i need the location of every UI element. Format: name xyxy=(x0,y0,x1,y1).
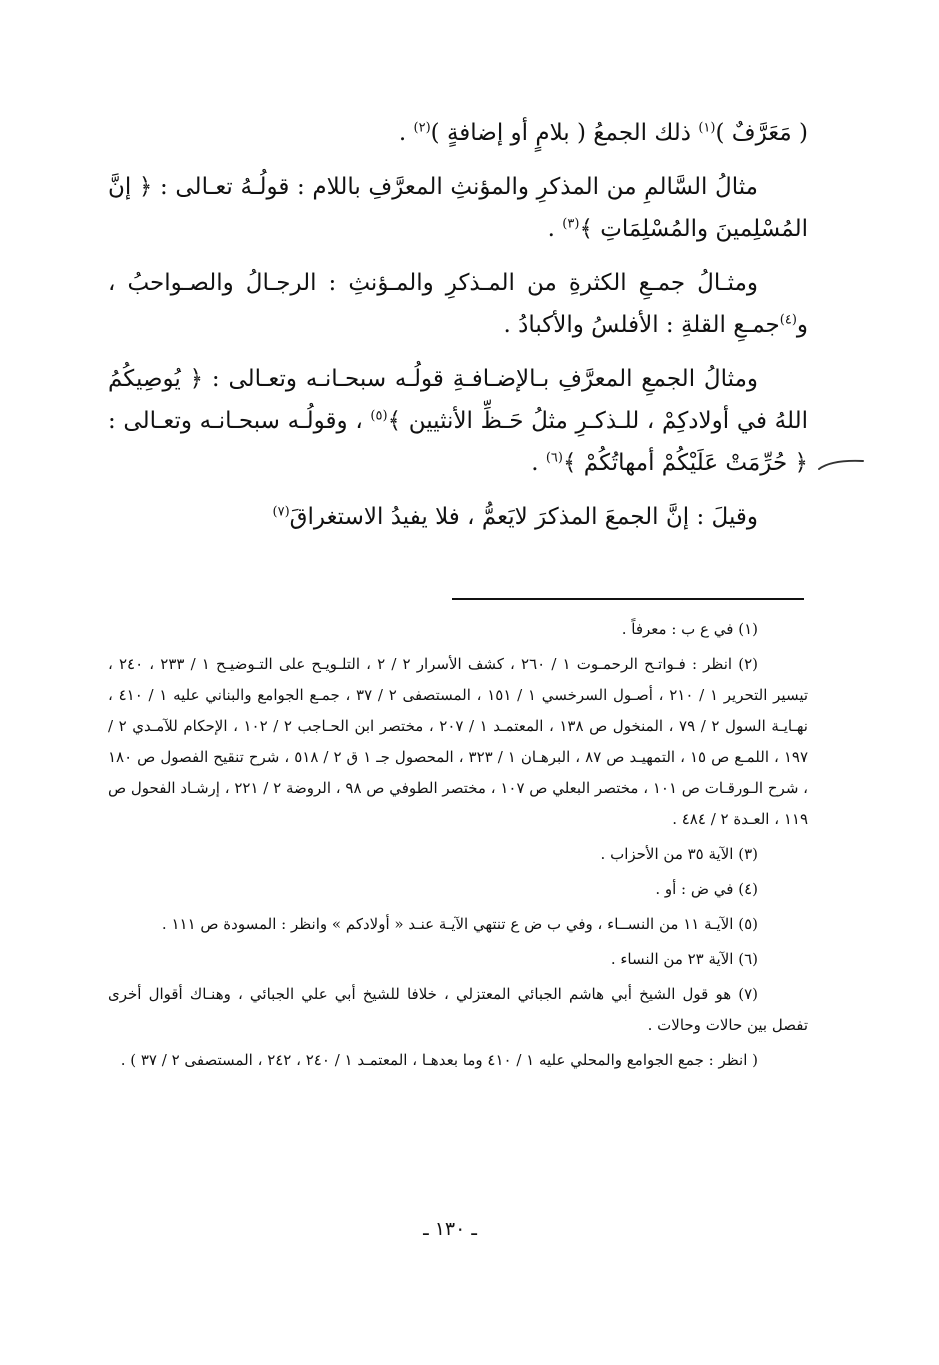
paragraph-2 xyxy=(108,166,808,250)
p1-text-a: ( مَعَرَّفٌ ) xyxy=(715,120,808,146)
p2-text-a: مثالُ السَّالمِ من المذكرِ والمؤنثِ المعرَّفِ باللام : قولُـهُ تعـالى : ﴿ إنَّ المُسْلِمينَ والمُسْلِمَاتِ ﴾ xyxy=(108,174,808,242)
footnote-7: (٧) هو قول الشيخ أبي هاشم الجبائي المعتزلي ، خلافا للشيخ أبي علي الجبائي ، وهنـاك أقوال أخرى تفصل بين حالات وحالات . xyxy=(108,985,808,1034)
margin-pen-mark xyxy=(817,458,865,472)
main-text xyxy=(108,112,808,550)
paragraph-4 xyxy=(108,358,808,484)
footnote-ref-4: (٤) xyxy=(779,312,797,328)
footnote-2: (٢) انظر : فـواتـح الرحمـوت ١ / ٢٦٠ ، كشف الأسرار ٢ / ٢ ، التلـويـح على التـوضيـح ١ / ٢٣٣ ، ٢٤٠ ، تيسير التحرير ١ / ٢١٠ ، أصـول السرخسي ١ / ١٥١ ، المستصفى ٢ / ٣٧ ، جمـع الجوامع والبناني عليه ١ / ٤١٠ ، نهـايـة السول ٢ / ٧٩ ، المنخول ص ١٣٨ ، المعتمـد ١ / ٢٠٧ ، مختصر ابن الحـاجب ٢ / ١٠٢ ، الإحكام للآمـدي ٢ / ١٩٧ ، اللمـع ص ١٥ ، التمهيـد ص ٨٧ ، البرهـان ١ / ٣٢٣ ، المحصول جـ ١ ق ٢ / ٥١٨ ، شرح تنقيح الفصول ص ١٨٠ ، شرح الـورقـات ص ١٠١ ، مختصر البعلي ص ١٠٧ ، مختصر الطوفي ص ٩٨ ، الروضة ٢ / ٢٢١ ، إرشـاد الفحول ص ١١٩ ، العـدة ٢ / ٤٨٤ . xyxy=(108,655,809,828)
footnote-6: (٦) الآية ٢٣ من النساء . xyxy=(610,950,758,968)
footnote-5: (٥) الآيـة ١١ من النســاء ، وفي ب ض ع تنتهي الآيـة عنـد « أولادكم » وانظر : المسودة ص ١١١ . xyxy=(161,915,758,933)
p4-text-c: . xyxy=(531,450,546,476)
paragraph-5 xyxy=(108,496,808,538)
p3-text-a: ومثـالُ جمـعِ الكثرةِ من المـذكرِ والمـؤنثِ : الرجـالُ والصـواحبُ ، و xyxy=(108,270,808,338)
p1-text-c: . xyxy=(398,120,414,146)
p5-text-a: وقيلَ : إنَّ الجمعَ المذكرَ لايَعمُّ ، فلا يفيدُ الاستغراقَ xyxy=(289,504,758,530)
footnotes xyxy=(108,614,808,1080)
footnote-ref-2: (٢) xyxy=(413,120,431,136)
p2-text-b: . xyxy=(547,216,563,242)
p3-text-b: جمـعِ القلةِ : الأفلسُ والأكبادُ . xyxy=(503,312,780,338)
footnote-7-continued: ( انظر : جمع الجوامع والمحلي عليه ١ / ٤١٠ وما بعدهـا ، المعتمـد ١ / ٢٤٠ ، ٢٤٢ ، المستصفى ٢ / ٣٧ ) . xyxy=(120,1051,758,1069)
paragraph-3 xyxy=(108,262,808,346)
footnote-ref-5: (٥) xyxy=(370,408,388,424)
paragraph-1 xyxy=(108,112,808,154)
page-number: ـ ١٣٠ ـ xyxy=(423,1218,477,1240)
footnote-1: (١) في ع ب : معرفاً . xyxy=(621,620,758,638)
p4-text-a: ومثالُ الجمعِ المعرَّفِ بـالإضـافـةِ قولُـه سبحـانـه وتعـالى : ﴿ يُوصِيكُمُ اللهُ في أولادكِمْ ، للـذكـرِ مثلُ حَـظِّ الأنثيين ﴾ xyxy=(108,366,809,434)
footnote-ref-7: (٧) xyxy=(272,504,290,520)
footnote-divider xyxy=(452,598,804,600)
p4-text-b: ، وقولُـه سبحـانـه وتعـالى : ﴿ حُرِّمَتْ عَلَيْكُمْ أمهاتُكُمْ ﴾ xyxy=(108,408,808,476)
footnote-ref-1: (١) xyxy=(698,120,716,136)
footnote-3: (٣) الآية ٣٥ من الأحزاب . xyxy=(600,845,758,863)
footnote-ref-3: (٣) xyxy=(562,216,580,232)
p1-text-b: ذلك الجمعُ ( بلامٍ أو إضافةٍ ) xyxy=(430,120,699,146)
footnote-4: (٤) في ض : أو . xyxy=(655,880,758,898)
footnote-ref-6: (٦) xyxy=(545,450,563,466)
